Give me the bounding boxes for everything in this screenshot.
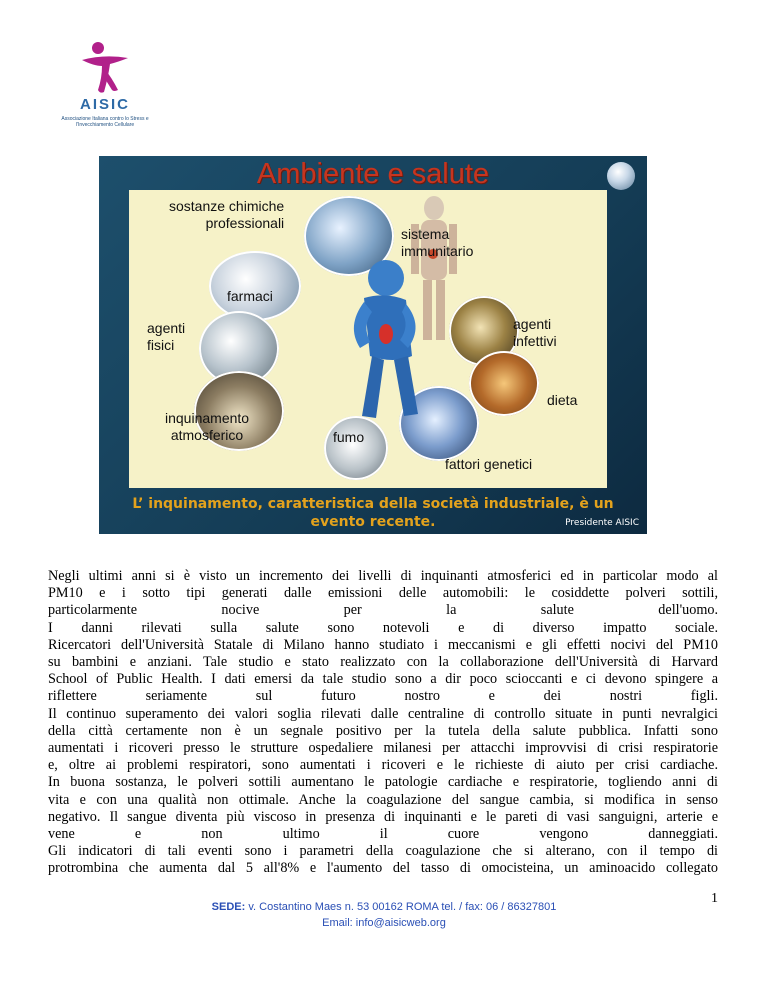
slide-title: Ambiente e salute: [256, 158, 490, 190]
page-footer: [0, 899, 768, 931]
blue-man-figure-icon: [324, 256, 434, 426]
label-diet: dieta: [547, 392, 578, 408]
label-drugs: farmaci: [227, 288, 273, 304]
page-number: 1: [711, 891, 718, 906]
body-line: su bambini e anziani. Tale studio e stato realizzato con la collaborazione dell'Università di Harvard: [48, 654, 718, 671]
body-line: della città certamente non è un segnale positivo per la tutela della salute pubblica. Infatti sono: [48, 722, 718, 739]
label-infectious: agenti infettivi: [513, 316, 557, 349]
drugs-photo: [209, 251, 301, 321]
label-physical: agenti fisici: [147, 320, 186, 353]
logo-tagline: Associazione Italiana contro lo Stress e l'Invecchiamento Cellulare: [61, 116, 149, 128]
slide-caption-line-2: evento recente.: [310, 514, 436, 530]
body-line: In buona sostanza, le polveri sottili aumentano le patologie cardiache e respiratorie, togliendo anni di: [48, 774, 718, 791]
body-line: Negli ultimi anni si è visto un incremento dei livelli di inquinanti atmosferici ed in particolar modo al: [48, 568, 718, 584]
slide-caption-line-1: L’ inquinamento, caratteristica della società industriale, è un: [132, 496, 614, 512]
label-genetic: fattori genetici: [445, 456, 533, 472]
footer-email: Email: info@aisicweb.org: [322, 917, 446, 929]
body-line: PM10 e i sotto tipi generati dalle emissioni delle automobili: le cosiddette polveri sottili,: [48, 585, 718, 602]
body-line: aumentati i ricoveri presso le strutture ospedaliere milanesi per attacchi improvvisi di crisi respiratorie: [48, 740, 718, 757]
slide-image: [99, 156, 647, 534]
body-line: Ricercatori dell'Università Statale di Milano hanno studiato i meccanismi e gli effetti nocivi del PM10: [48, 636, 718, 653]
label-chemicals: sostanze chimiche professionali: [169, 198, 285, 231]
body-line: vita e con una qualità non ottimale. Anche la coagulazione del sangue cambia, si modifica in senso: [48, 791, 718, 808]
body-line: e, oltre ai problemi respiratori, sono aumentati i ricoveri e le richieste di aiuto per crisi cardiache.: [48, 757, 718, 774]
body-line: I danni rilevati sulla salute sono notevoli e di diverso impatto sociale.: [48, 619, 718, 636]
body-line: protrombina che aumenta dal 5 all'8% e l'aumento del tasso di omocisteina, un aminoacido collegato: [48, 860, 718, 877]
label-smoke: fumo: [333, 429, 365, 445]
body-line: particolarmente nocive per la salute dell'uomo.: [48, 602, 718, 619]
body-line: riflettere seriamente sul futuro nostro e dei nostri figli.: [48, 688, 718, 705]
label-immune: sistema immunitario: [401, 226, 474, 259]
body-line: Il continuo superamento dei valori soglia rilevati dalle centraline di controllo situate in punti nevralgici: [48, 705, 718, 722]
label-pollution: inquinamento atmosferico: [165, 410, 250, 443]
president-label: Presidente AISIC: [565, 518, 639, 528]
body-line: vene e non ultimo il cuore vengono danneggiati.: [48, 826, 718, 843]
logo-wordmark: AISIC: [79, 96, 130, 113]
footer-address-text: v. Costantino Maes n. 53 00162 ROMA tel. / fax: 06 / 86327801: [245, 901, 557, 913]
aisic-figure-icon: [52, 38, 158, 98]
footer-address: [0, 899, 768, 915]
diet-photo: [469, 351, 539, 416]
footer-sede-label: SEDE:: [211, 901, 246, 913]
aisic-logo: [52, 38, 158, 134]
body-line: School of Public Health. I dati emersi da tale studio sono a dir poco scioccanti e ci devono spingere a: [48, 671, 718, 688]
body-line: negativo. Il sangue diventa più viscoso in presenza di inquinanti e le pareti di vasi sanguigni, arterie e: [48, 808, 718, 825]
slide-caption: [99, 495, 647, 531]
article-body: [48, 568, 718, 878]
body-line: Gli indicatori di tali eventi sono i parametri della coagulazione che si alterano, con il tempo di: [48, 843, 718, 860]
